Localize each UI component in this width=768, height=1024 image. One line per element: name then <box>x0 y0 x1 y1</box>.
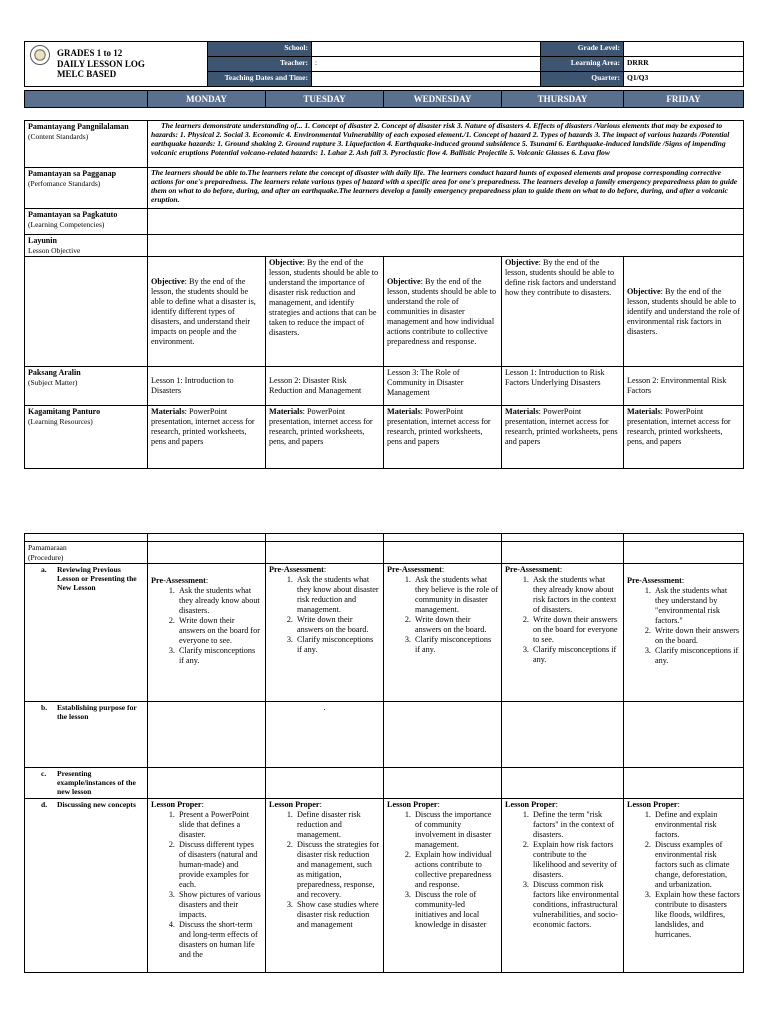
step-b-text: Establishing purpose for the lesson <box>57 703 137 722</box>
pre-assessment-list <box>505 575 620 665</box>
materials-thursday <box>502 406 624 469</box>
blank-cell <box>624 702 744 768</box>
competencies-sub: (Learning Competencies) <box>28 219 105 229</box>
blank-cell <box>266 534 384 542</box>
learning-area-label: Learning Area: <box>541 57 624 72</box>
lesson-proper-tuesday: Lesson Proper: 1. Define disaster risk reduction and management. 2. Discuss the strategies for disaster risk reduction and management, such as mitigation, preparedness, response, and recovery. 3. Show case studies where disaster risk reduction and management <box>266 798 384 972</box>
kagamitang-title: Kagamitang Panturo <box>28 407 101 417</box>
lesson-proper-list <box>387 810 498 930</box>
lesson-proper-friday: Lesson Proper: 1. Define and explain environmental risk factors. 2. Discuss examples of environmental risk factors such as climate change, deforestation, and urbanization. 3. Explain how these factors contribute to disasters like floods, wildfires, landslides, and hurricanes. <box>624 798 744 972</box>
competencies-title: Pamantayan sa Pagkatuto <box>28 210 118 219</box>
pre-assessment-list <box>151 586 262 666</box>
quarter-label: Quarter: <box>541 72 624 87</box>
layunin-label <box>25 235 148 257</box>
blank-cell <box>148 768 266 798</box>
blank-cell <box>266 768 384 798</box>
materials-label: Materials <box>627 407 661 417</box>
step-b-mark: . <box>323 703 326 713</box>
lesson-table-2 <box>24 533 744 973</box>
day-friday: FRIDAY <box>624 91 744 108</box>
blank-cell <box>624 542 744 564</box>
list-item: 2. Explain how individual actions contribute to collective preparedness and response. <box>413 850 498 890</box>
materials-wednesday-text: : PowerPoint presentation, internet access for research, printed worksheets, pens and papers <box>387 407 491 447</box>
blank-cell <box>384 768 502 798</box>
materials-label: Materials <box>151 407 185 417</box>
school-label: School: <box>208 42 312 57</box>
day-thursday: THURSDAY <box>502 91 624 108</box>
list-item: 2. Write down their answers on the board for everyone to see. <box>177 616 262 646</box>
grade-level-field[interactable] <box>624 42 744 57</box>
step-a-text: Reviewing Previous Lesson or Presenting the New Lesson <box>57 565 137 593</box>
list-item: 3. Clarify misconceptions if any. <box>413 635 498 655</box>
step-b-wrap <box>41 703 144 721</box>
objective-tuesday-text: : By the end of the lesson, students should be able to understand the importance of disaster risk reduction and management, and identify strategies and actions that can be taken to reduce the impact of disasters. <box>269 258 379 338</box>
header-title-2: DAILY LESSON LOG <box>57 58 145 69</box>
lesson-proper-list <box>269 810 380 930</box>
blank-cell <box>384 534 502 542</box>
procedure-sub: (Procedure) <box>28 552 64 562</box>
list-item: 3. Clarify misconceptions if any. <box>653 646 740 666</box>
pre-assessment-monday: Pre-Assessment: 1. Ask the students what they already know about disasters. 2. Write down their answers on the board for everyone to see. 3. Clarify misconceptions if any. <box>148 564 266 702</box>
paksa-label <box>25 367 148 406</box>
blank-cell <box>148 702 266 768</box>
pre-assessment-list <box>387 575 498 655</box>
grade-level-label: Grade Level: <box>541 42 624 57</box>
header-title-3: MELC BASED <box>57 69 117 80</box>
teacher-field[interactable]: : <box>312 57 541 72</box>
list-item: 2. Discuss the strategies for disaster risk reduction and management, such as mitigation, preparedness, response, and recovery. <box>295 840 380 900</box>
step-a-letter: a. <box>41 565 47 575</box>
blank-cell <box>266 542 384 564</box>
step-b-letter: b. <box>41 703 48 713</box>
paksa-wednesday: Lesson 3: The Role of Community in Disaster Management <box>384 367 502 406</box>
lesson-proper-wednesday: Lesson Proper: 1. Discuss the importance of community involvement in disaster management. 2. Explain how individual actions contribute to collective preparedness and response. 3. Discuss the role of community-led initiatives and local knowledge in disaster <box>384 798 502 972</box>
list-item: 1. Ask the students what they know about disaster risk reduction and management. <box>295 575 380 615</box>
step-b-tuesday <box>266 702 384 768</box>
list-item: 1. Define the term "risk factors" in the context of disasters. <box>531 810 620 840</box>
blank-cell <box>502 534 624 542</box>
competencies-label <box>25 209 148 235</box>
teaching-dates-label: Teaching Dates and Time: <box>208 72 312 87</box>
list-item: 2. Write down their answers on the board. <box>653 626 740 646</box>
objective-label: Objective <box>387 276 421 286</box>
lesson-proper-label: Lesson Proper <box>627 799 678 809</box>
day-wednesday: WEDNESDAY <box>384 91 502 108</box>
layunin-text <box>148 235 744 257</box>
objective-label-cell <box>25 257 148 367</box>
teaching-dates-field[interactable] <box>312 72 541 87</box>
list-item: 2. Discuss different types of disasters (natural and human-made) and provide examples for each. <box>177 840 262 890</box>
lesson-proper-label: Lesson Proper <box>269 799 320 809</box>
pre-assessment-label: Pre-Assessment <box>269 565 324 575</box>
objective-label: Objective <box>505 258 539 268</box>
list-item: 2. Explain how risk factors contribute to the likelihood and severity of disasters. <box>531 840 620 880</box>
step-c-label <box>25 768 148 798</box>
objective-monday <box>148 257 266 367</box>
objective-thursday-text: : By the end of the lesson, students should be able to define risk factors and understand how they contribute to disasters. <box>505 258 616 298</box>
list-item: 3. Explain how these factors contribute to disasters like floods, wildfires, landslides, and hurricanes. <box>653 890 740 940</box>
layunin-sub: Lesson Objective <box>28 245 81 255</box>
pre-assessment-label: Pre-Assessment <box>627 576 682 586</box>
paksa-friday: Lesson 2: Environmental Risk Factors <box>624 367 744 406</box>
blank-cell <box>25 534 148 542</box>
list-item: 1. Discuss the importance of community involvement in disaster management. <box>413 810 498 850</box>
lesson-proper-list <box>151 810 262 960</box>
deped-seal-icon <box>30 45 50 65</box>
materials-friday <box>624 406 744 469</box>
blank-cell <box>624 534 744 542</box>
pre-assessment-thursday: Pre-Assessment: 1. Ask the students what they already know about risk factors in the context of disasters. 2. Write down their answers on the board for everyone to see. 3. Clarify misconceptions if any. <box>502 564 624 702</box>
list-item: 3. Show case studies where disaster risk reduction and management <box>295 900 380 930</box>
list-item: 1. Ask the students what they already know about disasters. <box>177 586 262 616</box>
materials-monday-text: : PowerPoint presentation, internet access for research, printed worksheets, pens and papers <box>151 407 255 447</box>
quarter-field[interactable]: Q1/Q3 <box>624 72 744 87</box>
list-item: 2. Write down their answers on the board for everyone to see. <box>531 615 620 645</box>
content-standards-title: Pamantayang Pangnilalaman <box>28 122 129 131</box>
day-monday: MONDAY <box>148 91 266 108</box>
step-d-letter: d. <box>41 799 48 809</box>
pre-assessment-label: Pre-Assessment <box>387 565 442 575</box>
days-bar-blank <box>25 91 148 108</box>
header-table <box>24 41 744 87</box>
list-item: 3. Clarify misconceptions if any. <box>177 646 262 666</box>
step-c-letter: c. <box>41 769 47 779</box>
paksa-title: Paksang Aralin <box>28 368 81 378</box>
school-field[interactable] <box>312 42 541 57</box>
objective-wednesday <box>384 257 502 367</box>
list-item: 3. Discuss the role of community-led initiatives and local knowledge in disaster <box>413 890 498 930</box>
lesson-proper-list <box>505 810 620 930</box>
list-item: 2. Discuss examples of environmental risk factors such as climate change, deforestation, and urbanization. <box>653 840 740 890</box>
kagamitang-label <box>25 406 148 469</box>
list-item: 1. Ask the students what they already know about risk factors in the context of disasters. <box>531 575 620 615</box>
pre-assessment-wednesday: Pre-Assessment: 1. Ask the students what they believe is the role of community in disaster management. 2. Write down their answers on the board. 3. Clarify misconceptions if any. <box>384 564 502 702</box>
step-b-label <box>25 702 148 768</box>
objective-wednesday-text: : By the end of the lesson, students should be able to understand the role of communities in disaster management and how individual actions contribute to collective preparedness and response. <box>387 276 497 346</box>
objective-tuesday <box>266 257 384 367</box>
procedure-label <box>25 542 148 564</box>
list-item: 1. Present a PowerPoint slide that defines a disaster. <box>177 810 262 840</box>
step-c-text: Presenting example/instances of the new lesson <box>57 769 136 797</box>
performance-standards-label <box>25 168 148 209</box>
pre-assessment-tuesday: Pre-Assessment: 1. Ask the students what they know about disaster risk reduction and management. 2. Write down their answers on the board. 3. Clarify misconceptions if any. <box>266 564 384 702</box>
layunin-title: Layunin <box>28 236 57 245</box>
materials-label: Materials <box>269 407 303 417</box>
blank-cell <box>384 542 502 564</box>
content-standards-text: The learners demonstrate understanding of... 1. Concept of disaster 2. Concept of disaster risk 3. Nature of disasters 4. Effects of disasters /Various elements that may be exposed to hazards: 1. Physical 2. Social 3. Economic 4. Environmental Vulnerability of each exposed element./1. Concept of hazard 2. Types of hazards 3. The impact of various hazards /Potential earthquake hazards: 1. Ground shaking 2. Ground rupture 3. Liquefaction 4. Earthquake-induced ground subsidence 5. Tsunami 6. Earthquake-induced landslide /Signs of impending volcanic eruptions Potential volcano-related hazards: 1. Lahar 2. Ash fall 3. Pyroclastic flow 4. Ballistic Projectile 5. Volcanic Glasses 6. Lava flow <box>148 121 744 168</box>
pre-assessment-label: Pre-Assessment <box>151 576 206 586</box>
blank-cell <box>502 542 624 564</box>
objective-label: Objective <box>151 276 185 286</box>
list-item: 3. Show pictures of various disasters and their impacts. <box>177 890 262 920</box>
competencies-text <box>148 209 744 235</box>
objective-friday-text: : By the end of the lesson, students should be able to identify and understand the role of environmental risk factors in disasters. <box>627 286 740 336</box>
lesson-proper-label: Lesson Proper <box>387 799 438 809</box>
list-item: 1. Ask the students what they believe is the role of community in disaster management. <box>413 575 498 615</box>
blank-cell <box>502 702 624 768</box>
header-title-block <box>25 42 208 87</box>
step-c-wrap <box>41 769 144 796</box>
list-item: 2. Write down their answers on the board. <box>413 615 498 635</box>
content-standards-sub: (Content Standards) <box>28 131 89 141</box>
pre-assessment-label: Pre-Assessment <box>505 565 560 575</box>
lesson-proper-label: Lesson Proper <box>151 799 202 809</box>
lesson-proper-thursday: Lesson Proper: 1. Define the term "risk factors" in the context of disasters. 2. Explain how risk factors contribute to the likelihood and severity of disasters. 3. Discuss common risk factors like environmental conditions, infrastructural vulnerabilities, and socio-economic factors. <box>502 798 624 972</box>
performance-standards-title: Pamantayan sa Pagganap <box>28 169 117 178</box>
list-item: 3. Discuss common risk factors like environmental conditions, infrastructural vulnerabilities, and socio-economic factors. <box>531 880 620 930</box>
paksa-thursday: Lesson 1: Introduction to Risk Factors Underlying Disasters <box>502 367 624 406</box>
list-item: 2. Write down their answers on the board. <box>295 615 380 635</box>
day-tuesday: TUESDAY <box>266 91 384 108</box>
lesson-proper-monday: Lesson Proper: 1. Present a PowerPoint slide that defines a disaster. 2. Discuss different types of disasters (natural and human-made) and provide examples for each. 3. Show pictures of various disasters and their impacts. 4. Discuss the short-term and long-term effects of disasters on human life and the <box>148 798 266 972</box>
content-standards-label <box>25 121 148 168</box>
materials-tuesday-text: : PowerPoint presentation, internet access for research, printed worksheets, pens, and papers <box>269 407 373 447</box>
materials-label: Materials <box>505 407 539 417</box>
list-item: 3. Clarify misconceptions if any. <box>531 645 620 665</box>
materials-friday-text: : PowerPoint presentation, internet access for research, printed worksheets, pens, and papers <box>627 407 731 447</box>
days-bar <box>24 90 744 108</box>
objective-label: Objective <box>269 258 303 268</box>
procedure-title: Pamamaraan <box>28 543 67 552</box>
blank-cell <box>148 534 266 542</box>
teacher-label: Teacher: <box>208 57 312 72</box>
objective-thursday <box>502 257 624 367</box>
materials-monday <box>148 406 266 469</box>
blank-cell <box>502 768 624 798</box>
materials-label: Materials <box>387 407 421 417</box>
blank-cell <box>384 702 502 768</box>
performance-standards-sub: (Perfomance Standards) <box>28 178 101 188</box>
blank-cell <box>624 768 744 798</box>
objective-label: Objective <box>627 286 661 296</box>
step-d-wrap <box>41 800 144 809</box>
list-item: 4. Discuss the short-term and long-term effects of disasters on human life and the <box>177 920 262 960</box>
materials-tuesday <box>266 406 384 469</box>
lesson-table-1 <box>24 120 744 469</box>
list-item: 3. Clarify misconceptions if any. <box>295 635 380 655</box>
kagamitang-sub: (Learning Resources) <box>28 416 93 426</box>
objective-friday <box>624 257 744 367</box>
step-d-label <box>25 798 148 972</box>
list-item: 1. Ask the students what they understand by "environmental risk factors." <box>653 586 740 626</box>
pre-assessment-list <box>627 586 740 666</box>
step-d-text: Discussing new concepts <box>57 799 136 809</box>
learning-area-field[interactable]: DRRR <box>624 57 744 72</box>
blank-cell <box>148 542 266 564</box>
pre-assessment-friday: Pre-Assessment: 1. Ask the students what they understand by "environmental risk factors." 2. Write down their answers on the board. 3. Clarify misconceptions if any. <box>624 564 744 702</box>
step-a-label <box>25 564 148 702</box>
pre-assessment-list <box>269 575 380 655</box>
paksa-tuesday: Lesson 2: Disaster Risk Reduction and Management <box>266 367 384 406</box>
header-title-1: GRADES 1 to 12 <box>57 48 123 59</box>
performance-standards-text: The learners should be able to.The learners relate the concept of disaster with daily life. The learners conduct hazard hunts of exposed elements and propose corresponding corrective actions for one's preparedness. The learners relate various types of hazard with a specific area for one's preparedness. The learners develop a family emergency preparedness plan to guide them on what to do before, during, and after an earthquake.The learners develop a family emergency preparedness plan to guide them on what to do before, during, and after a volcanic eruption. <box>148 168 744 209</box>
paksa-monday: Lesson 1: Introduction to Disasters <box>148 367 266 406</box>
paksa-sub: (Subject Matter) <box>28 377 78 387</box>
lesson-proper-list <box>627 810 740 940</box>
objective-monday-text: : By the end of the lesson, the students should be able to define what a disaster is, identify different types of disasters, and understand their impacts on people and the environment. <box>151 276 256 346</box>
materials-wednesday <box>384 406 502 469</box>
materials-thursday-text: : PowerPoint presentation, internet access for research, printed worksheets, pens and papers <box>505 407 618 447</box>
step-a-wrap <box>41 565 144 592</box>
lesson-proper-label: Lesson Proper <box>505 799 556 809</box>
list-item: 1. Define and explain environmental risk factors. <box>653 810 740 840</box>
list-item: 1. Define disaster risk reduction and management. <box>295 810 380 840</box>
